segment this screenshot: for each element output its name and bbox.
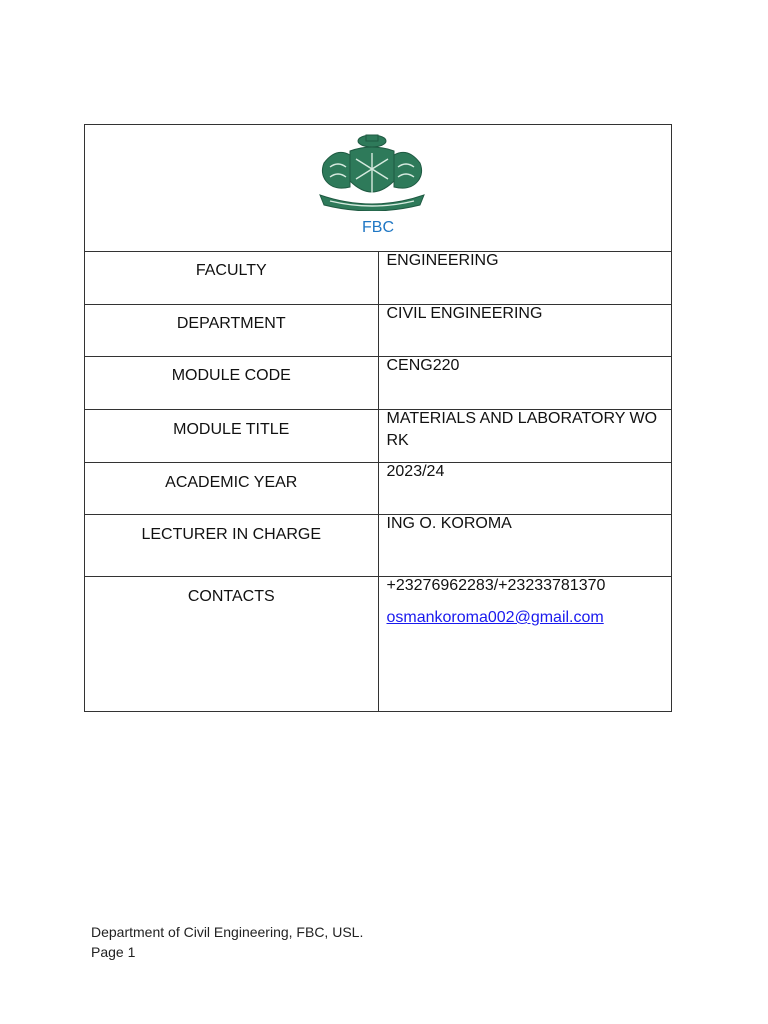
table-row xyxy=(85,252,672,305)
contact-email-link[interactable]: osmankoroma002@gmail.com xyxy=(386,609,604,626)
contact-phone: +23276962283/+23233781370 xyxy=(386,577,606,594)
row-value-cell xyxy=(378,305,672,357)
page-footer xyxy=(91,922,363,962)
row-label-cell xyxy=(85,515,379,577)
row-value: 2023/24 xyxy=(386,463,445,480)
row-label: MODULE TITLE xyxy=(173,421,290,438)
row-value: ING O. KOROMA xyxy=(386,515,512,532)
college-crest-icon xyxy=(316,133,428,211)
row-value-cell xyxy=(378,357,672,410)
row-value: CIVIL ENGINEERING xyxy=(386,305,543,322)
logo-row xyxy=(85,125,672,252)
row-label-cell xyxy=(85,410,379,463)
row-label: MODULE CODE xyxy=(171,367,291,384)
row-label: ACADEMIC YEAR xyxy=(165,474,298,491)
row-label-cell xyxy=(85,357,379,410)
row-value-cell xyxy=(378,577,672,712)
row-value-cell xyxy=(378,252,672,305)
footer-department: Department of Civil Engineering, FBC, USL. xyxy=(91,924,364,940)
table-row xyxy=(85,357,672,410)
row-label-cell xyxy=(85,463,379,515)
table-row xyxy=(85,305,672,357)
row-label: DEPARTMENT xyxy=(176,315,286,332)
table-row xyxy=(85,515,672,577)
row-value: CENG220 xyxy=(386,357,460,374)
row-label-cell xyxy=(85,252,379,305)
fbc-label: FBC xyxy=(362,219,394,236)
row-label: FACULTY xyxy=(195,262,267,279)
table-row xyxy=(85,577,672,712)
logo-cell xyxy=(85,125,672,252)
row-label-cell xyxy=(85,305,379,357)
row-label: LECTURER IN CHARGE xyxy=(141,526,322,543)
row-label-cell xyxy=(85,577,379,712)
footer-page-number: Page 1 xyxy=(91,944,136,960)
row-label: CONTACTS xyxy=(187,588,275,605)
table-row xyxy=(85,410,672,463)
row-value-cell xyxy=(378,410,672,463)
row-value-cell xyxy=(378,463,672,515)
module-info-table xyxy=(84,124,672,712)
row-value-cell xyxy=(378,515,672,577)
table-row xyxy=(85,463,672,515)
row-value: MATERIALS AND LABORATORY WORK xyxy=(386,410,658,449)
row-value: ENGINEERING xyxy=(386,252,499,269)
